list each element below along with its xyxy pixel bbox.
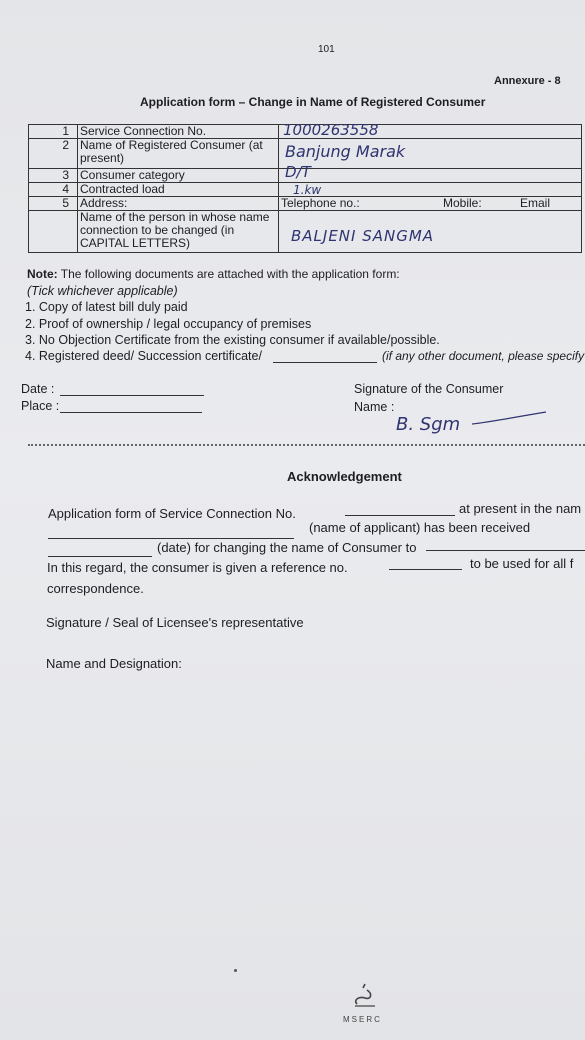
row-label: Consumer category — [78, 169, 279, 183]
row-label: Name of the person in whose name connection to be changed (in CAPITAL LETTERS) — [78, 211, 279, 253]
document-item: 3. No Objection Certificate from the existing consumer if available/possible. — [25, 333, 440, 347]
consumer-category-value — [279, 163, 582, 183]
reference-no-blank — [389, 569, 462, 570]
applicant-name-blank — [48, 538, 294, 539]
mobile-label: Mobile: — [443, 196, 482, 210]
document-item: 1. Copy of latest bill duly paid — [25, 300, 188, 314]
place-label: Place : — [21, 399, 60, 413]
ack-text: at present in the nam — [459, 501, 582, 516]
note-heading: Note: — [27, 267, 58, 281]
name-designation-label: Name and Designation: — [46, 656, 182, 671]
note-text: The following documents are attached with the application form: — [57, 267, 400, 281]
other-document-note: (if any other document, please specify — [382, 349, 585, 363]
document-item: 4. Registered deed/ Succession certificate/ — [25, 349, 262, 363]
note-tick-instruction: (Tick whichever applicable) — [27, 284, 178, 298]
ack-text: to be used for all f — [470, 556, 574, 571]
name-label: Name : — [354, 400, 395, 414]
service-no-blank — [345, 515, 455, 516]
acknowledgement-heading: Acknowledgement — [287, 469, 402, 484]
telephone-label: Telephone no.: — [281, 196, 360, 210]
row-number: 1 — [29, 125, 78, 139]
ack-text: (name of applicant) has been received — [309, 520, 531, 535]
table-row — [29, 169, 582, 183]
date-blank — [60, 395, 204, 396]
service-connection-value — [279, 121, 582, 139]
date-label: Date : — [21, 382, 55, 396]
application-form-table — [28, 121, 582, 253]
row-number: 3 — [29, 169, 78, 183]
row-label: Name of Registered Consumer (at present) — [78, 139, 279, 169]
signature-stroke — [470, 410, 550, 430]
date-received-blank — [48, 556, 152, 557]
new-consumer-blank — [426, 550, 585, 551]
handwritten-load: 1.kw — [293, 183, 322, 197]
registered-consumer-value — [279, 139, 582, 169]
table-row — [29, 183, 582, 197]
specify-blank — [273, 362, 377, 363]
ack-text: (date) for changing the name of Consumer to — [157, 540, 417, 555]
new-name-value — [279, 211, 582, 253]
ack-text: correspondence. — [47, 581, 144, 596]
annexure-label: Annexure - 8 — [494, 75, 561, 87]
ack-text: Application form of Service Connection No. — [48, 506, 296, 521]
table-row — [29, 125, 582, 139]
separator-line — [28, 444, 585, 446]
handwritten-service-no: 1000263558 — [283, 121, 379, 139]
row-label: Service Connection No. — [78, 125, 279, 139]
licensee-signature-label: Signature / Seal of Licensee's representative — [46, 615, 304, 630]
contact-cell — [279, 197, 582, 211]
document-item: 2. Proof of ownership / legal occupancy of premises — [25, 317, 312, 331]
mserc-logo-icon — [349, 982, 379, 1010]
consumer-signature: B. Sgm — [396, 414, 461, 435]
table-row — [29, 211, 582, 253]
place-blank — [60, 412, 202, 413]
speck — [234, 969, 237, 972]
signature-label: Signature of the Consumer — [354, 382, 504, 396]
handwritten-category: D/T — [285, 163, 311, 181]
contracted-load-value — [279, 183, 582, 197]
form-title: Application form – Change in Name of Registered Consumer — [140, 95, 486, 109]
row-number: 2 — [29, 139, 78, 169]
mserc-logo-text: MSERC — [343, 1015, 382, 1024]
ack-text: In this regard, the consumer is given a reference no. — [47, 560, 348, 575]
note-line — [27, 267, 400, 281]
table-row — [29, 197, 582, 211]
row-number: 4 — [29, 183, 78, 197]
row-number — [29, 211, 78, 253]
row-label: Address: — [78, 197, 279, 211]
row-label: Contracted load — [78, 183, 279, 197]
handwritten-consumer-name: Banjung Marak — [285, 142, 406, 161]
page-number: 101 — [318, 44, 335, 55]
email-label: Email — [520, 196, 551, 210]
row-number: 5 — [29, 197, 78, 211]
handwritten-new-name: BALJENI SANGMA — [291, 227, 435, 245]
